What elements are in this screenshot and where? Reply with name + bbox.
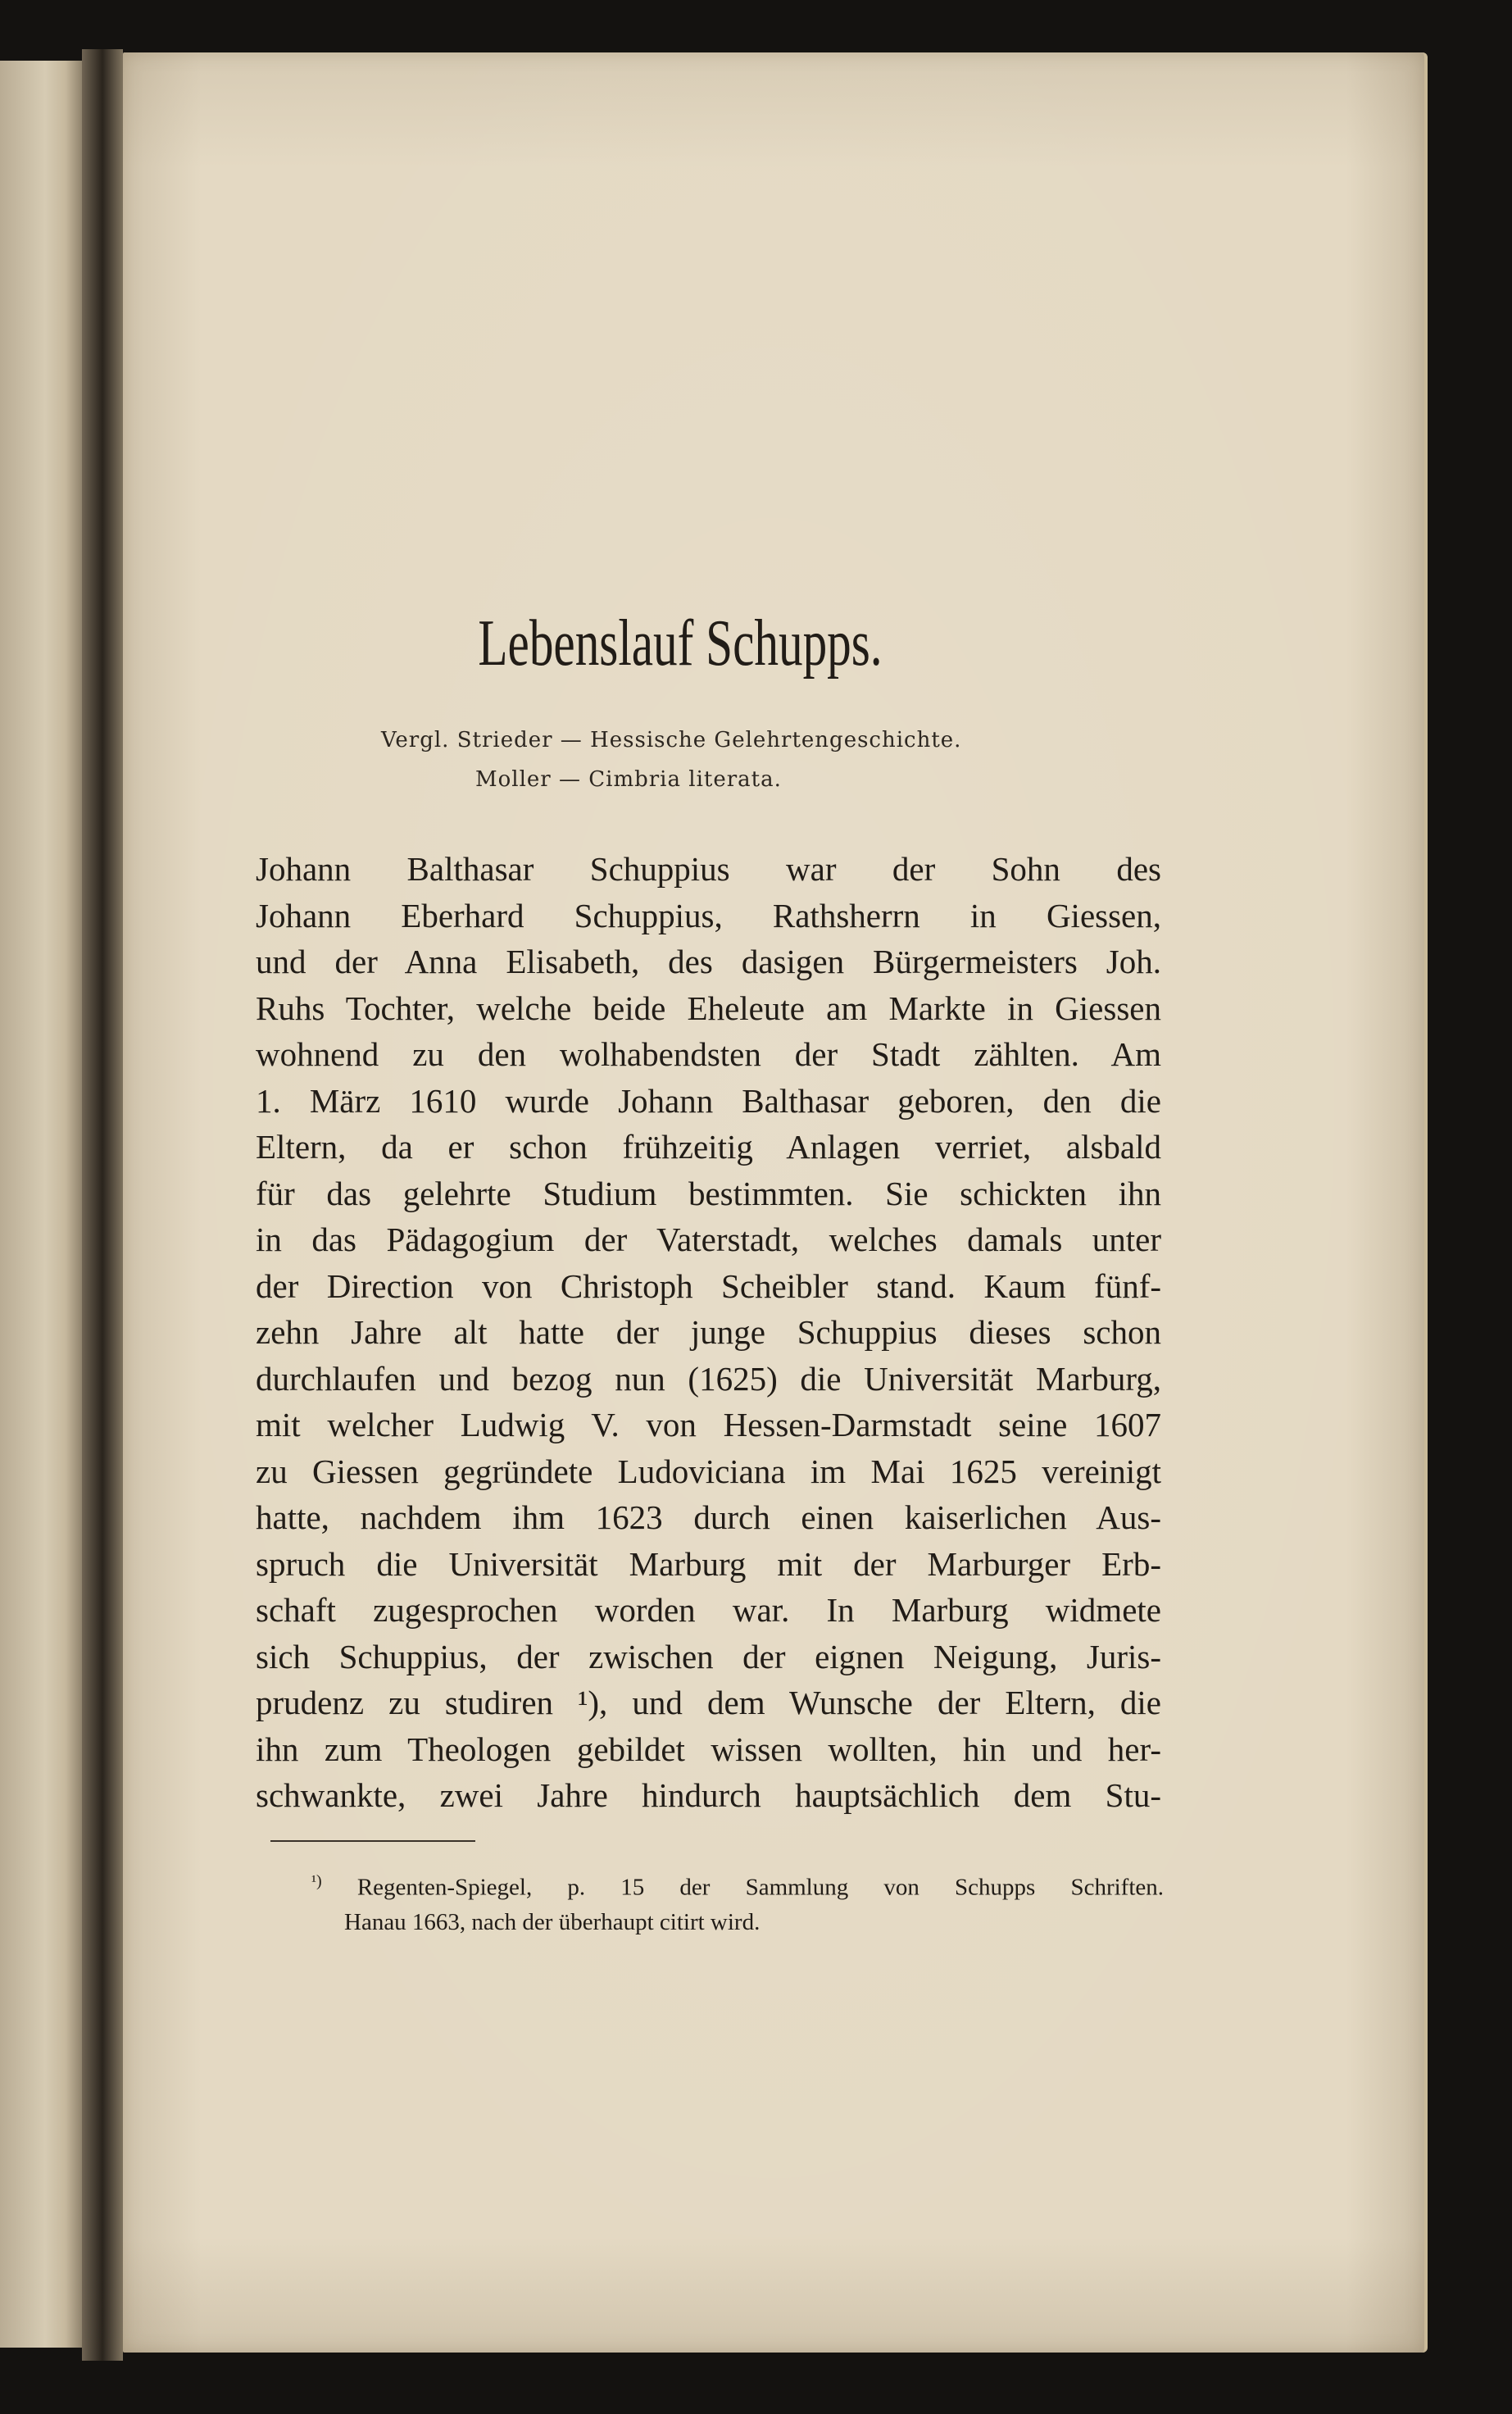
body-line: Ruhs Tochter, welche beide Eheleute am Markte in Giessen: [256, 989, 1161, 1027]
body-line: zehn Jahre alt hatte der junge Schuppius dieses schon: [256, 1313, 1161, 1351]
body-line: ihn zum Theologen gebildet wissen wollten, hin und her-: [256, 1730, 1161, 1768]
body-line: mit welcher Ludwig V. von Hessen-Darmstadt seine 1607: [256, 1406, 1161, 1443]
body-line: zu Giessen gegründete Ludoviciana im Mai 1625 vereinigt: [256, 1452, 1161, 1490]
body-line: sich Schuppius, der zwischen der eignen Neigung, Juris-: [256, 1637, 1161, 1675]
body-line: wohnend zu den wolhabendsten der Stadt zählten. Am: [256, 1035, 1161, 1073]
body-line: 1. März 1610 wurde Johann Balthasar geboren, den die: [256, 1081, 1161, 1120]
body-line: Eltern, da er schon frühzeitig Anlagen verriet, alsbald: [256, 1128, 1161, 1166]
book-gutter: [82, 49, 123, 2361]
body-line: Johann Eberhard Schuppius, Rathsherrn in Giessen,: [256, 896, 1161, 934]
body-line: und der Anna Elisabeth, des dasigen Bürgermeisters Joh.: [256, 943, 1161, 980]
facing-page-edge: [0, 61, 82, 2348]
body-line: schwankte, zwei Jahre hindurch hauptsächlich dem Stu-: [256, 1776, 1161, 1814]
body-line: für das gelehrte Studium bestimmten. Sie schickten ihn: [256, 1174, 1161, 1212]
reference-line-strieder: Vergl. Strieder — Hessische Gelehrtengeschichte.: [381, 728, 962, 752]
body-line: prudenz zu studiren ¹), und dem Wunsche der Eltern, die: [256, 1684, 1161, 1721]
body-line: der Direction von Christoph Scheibler stand. Kaum fünf-: [256, 1266, 1161, 1305]
body-line: durchlaufen und bezog nun (1625) die Universität Marburg,: [256, 1359, 1161, 1398]
page-heading: Lebenslauf Schupps.: [478, 607, 883, 680]
footnote-marker: ¹): [311, 1872, 322, 1890]
body-line: schaft zugesprochen worden war. In Marburg widmete: [256, 1591, 1161, 1629]
reference-line-moller: Moller — Cimbria literata.: [475, 767, 782, 792]
footnote-text-1: Regenten-Spiegel, p. 15 der Sammlung von Schupps Schriften.: [356, 1874, 1165, 1901]
body-line: Johann Balthasar Schuppius war der Sohn des: [256, 850, 1161, 888]
footnote-rule: [270, 1840, 475, 1842]
body-line: in das Pädagogium der Vaterstadt, welches damals unter: [256, 1221, 1161, 1258]
body-line: spruch die Universität Marburg mit der Marburger Erb-: [256, 1544, 1161, 1583]
footnote-line-1: [311, 1865, 1164, 1904]
body-line: hatte, nachdem ihm 1623 durch einen kaiserlichen Aus-: [256, 1498, 1161, 1536]
footnote-line-2: Hanau 1663, nach der überhaupt citirt wird.: [344, 1909, 761, 1935]
